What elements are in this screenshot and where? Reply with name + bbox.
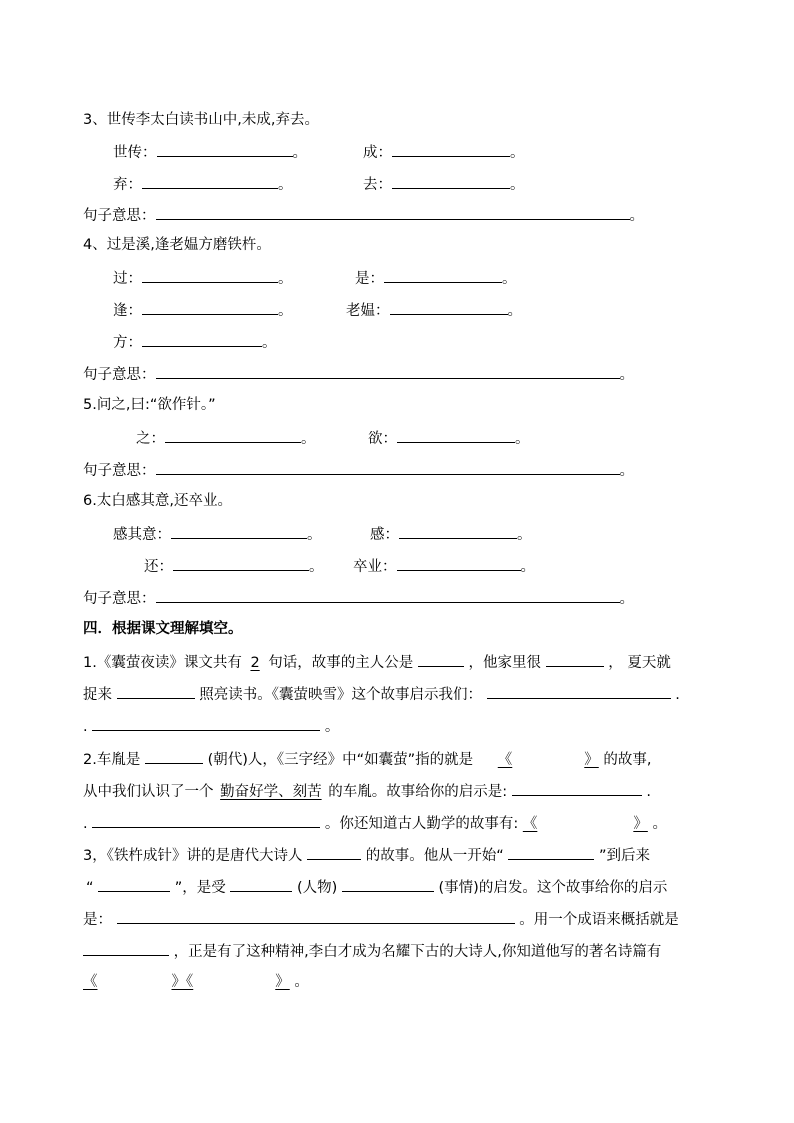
q4-row2b [346,299,522,321]
p3-open-bracket: 《 [83,974,98,990]
p2-text-f: 从中我们认识了一个 [83,784,214,800]
p3-blank-idiom[interactable] [83,940,169,956]
q6-blank-gan[interactable] [399,523,517,539]
q4-meaning-label: 句子意思： [83,367,156,383]
p2-text-n: 。 [652,816,667,832]
q5-blank-yu[interactable] [397,427,515,443]
p3-line2 [86,876,667,898]
p2-blank-lesson[interactable] [512,780,642,796]
q4-label-feng: 逢： [113,303,142,319]
q4-label-guo: 过： [113,271,142,287]
q3-meaning-blank[interactable] [156,204,630,220]
q6-meaning-row [83,587,634,609]
p2-filled-trait: 勤奋好学、刻苦 [220,784,322,800]
section4-heading: 四．根据课文理解填空。 [83,621,243,637]
period: 。 [301,431,316,447]
q3-blank-qu[interactable] [392,173,510,189]
q3-label-cheng: 成： [363,145,392,161]
q5-label-zhi: 之： [136,431,165,447]
p3-blank-beginning[interactable] [508,844,594,860]
q4-row1b [355,267,517,289]
q6-label-gan: 感： [370,527,399,543]
q5-meaning-blank[interactable] [156,459,620,475]
period: 。 [278,271,293,287]
p3-text-c: ”到后来 [598,848,650,864]
p1-text-f: 照亮读书。《囊萤映雪》这个故事启示我们： [199,687,482,703]
p3-blank-event[interactable] [342,876,434,892]
p2-text-b: (朝代)人，《三字经》中“如囊萤”指的就是 [207,752,474,768]
q6-blank-huan[interactable] [173,555,309,571]
q3-row1 [113,141,307,163]
period: 。 [507,303,522,319]
q4-blank-guo[interactable] [142,267,278,283]
q4-row3 [113,331,277,353]
p1-text-g: . [675,687,680,703]
p3-text-h: 是： [83,912,112,928]
p2-text-e: 的故事, [603,752,652,768]
q3-meaning-label: 句子意思： [83,208,156,224]
p1-blank-protagonist[interactable] [418,651,464,667]
p2-open-bracket: 《 [497,752,513,768]
q4-blank-fang[interactable] [142,331,262,347]
p2-close-bracket: 》 [584,752,599,768]
p3-text-n: 。 [294,974,309,990]
q6-row2b [353,555,535,577]
q6-label-huan: 还： [144,559,173,575]
p2-text-j: . [83,816,88,832]
p3-line3 [83,908,679,930]
q3-label-qu: 去： [363,177,392,193]
p2-text-i: . [646,784,651,800]
p3-blank-lesson[interactable] [117,908,515,924]
p1-blank-family[interactable] [546,651,604,667]
q6-row1b [370,523,532,545]
q5-label-yu: 欲： [368,431,397,447]
period: 。 [278,177,293,193]
p3-mid-brackets: 》《 [171,974,194,990]
p2-blank-dynasty[interactable] [145,748,203,764]
q4-label-fang: 方： [113,335,142,351]
p2-close-bracket2: 》 [633,816,648,832]
p3-text-b: 的故事。他从一开始“ [365,848,504,864]
p1-line2 [83,683,680,705]
p1-text-b: 句话，故事的主人公是 [268,655,414,671]
q6-title: 6.太白感其意,还卒业。 [83,493,232,509]
p3-text-d: “ [86,880,94,896]
p1-filled-count: 2 [250,655,260,671]
period: 。 [619,591,634,607]
q3-row2 [113,173,293,195]
q6-row1 [113,523,322,545]
p1-blank-lesson-cont[interactable] [92,715,320,731]
q3-blank-cheng[interactable] [392,141,510,157]
period: 。 [510,145,525,161]
p3-blank-poet[interactable] [307,844,361,860]
q5-meaning-label: 句子意思： [83,463,156,479]
period: 。 [619,367,634,383]
p3-line4 [83,940,661,962]
q6-blank-zuye[interactable] [397,555,521,571]
p3-line5 [83,972,309,992]
p1-line3 [83,715,339,737]
q5-row1 [136,427,316,449]
q4-blank-shi[interactable] [384,267,502,283]
q6-blank-ganqiyi[interactable] [171,523,307,539]
q4-title: 4、过是溪,逢老媪方磨铁杵。 [83,237,271,253]
period: 。 [309,559,324,575]
q4-row1 [113,267,293,289]
q3-row2b [363,173,525,195]
q3-title: 3、世传李太白读书山中,未成,弃去。 [83,112,319,128]
q6-label-zuye: 卒业： [353,559,397,575]
p2-blank-story-title[interactable] [478,752,599,768]
q5-row1b [368,427,530,449]
period: 。 [262,335,277,351]
q6-label-ganqiyi: 感其意： [113,527,171,543]
p1-blank-lesson[interactable] [487,683,671,699]
q4-meaning-blank[interactable] [156,363,620,379]
q4-label-shi: 是： [355,271,384,287]
p3-blank-later[interactable] [98,876,170,892]
p1-line1 [83,651,671,673]
p1-text-i: 。 [324,719,340,735]
period: 。 [502,271,517,287]
p2-line3 [83,812,667,834]
p1-text-a: 1.《囊萤夜读》课文共有 [83,655,242,671]
p3-text-i: 。用一个成语来概括就是 [519,912,679,928]
q4-blank-laoao[interactable] [390,299,508,315]
p2-line1 [83,748,651,770]
p3-text-g: (事情)的启发。这个故事给你的启示 [438,880,668,896]
period: 。 [517,527,532,543]
period: 。 [629,208,644,224]
period: 。 [292,145,307,161]
q5-meaning-row [83,459,634,481]
p1-text-d: ， 夏天就 [608,655,671,671]
period: 。 [515,431,530,447]
q4-label-laoao: 老媪： [346,303,390,319]
p3-text-a: 3，《铁杵成针》讲的是唐代大诗人 [83,848,303,864]
q3-blank-shichuan[interactable] [157,141,293,157]
q4-blank-feng[interactable] [142,299,278,315]
p2-line2 [83,780,651,802]
p2-open-bracket2: 《 [522,816,538,832]
q3-label-qi: 弃： [113,177,142,193]
p3-text-e: ”，是受 [174,880,226,896]
p3-close-bracket: 》 [275,974,290,990]
p3-blank-poems[interactable] [83,974,290,990]
q3-meaning-row [83,204,644,226]
period: 。 [307,527,322,543]
p2-text-h: 的车胤。故事给你的启示是: [328,784,508,800]
q5-blank-zhi[interactable] [165,427,301,443]
q6-meaning-blank[interactable] [156,587,620,603]
period: 。 [510,177,525,193]
p1-text-c: ，他家里很 [468,655,542,671]
period: 。 [278,303,293,319]
q4-row2 [113,299,293,321]
p2-text-k: 。你还知道古人勤学的故事有: [324,816,519,832]
p3-text-j: ，正是有了这种精神,李白才成为名耀下古的大诗人,你知道他写的著名诗篇有 [173,944,662,960]
q3-blank-qi[interactable] [142,173,278,189]
p2-text-a: 2.车胤是 [83,752,141,768]
q4-meaning-row [83,363,634,385]
p2-blank-ancient-story[interactable] [523,816,648,832]
p1-blank-catch[interactable] [117,683,195,699]
p3-line1 [83,844,650,866]
q3-label-shichuan: 世传： [113,145,157,161]
q6-row2 [144,555,324,577]
q5-title: 5.问之,曰:“欲作针。” [83,397,216,413]
p1-text-e: 捉来 [83,687,112,703]
p3-blank-person[interactable] [230,876,292,892]
p3-text-f: (人物) [296,880,338,896]
q6-meaning-label: 句子意思： [83,591,156,607]
period: 。 [619,463,634,479]
p1-text-h: . [83,719,88,735]
q3-row1b [363,141,525,163]
period: 。 [520,559,535,575]
p2-blank-lesson-cont[interactable] [92,812,320,828]
